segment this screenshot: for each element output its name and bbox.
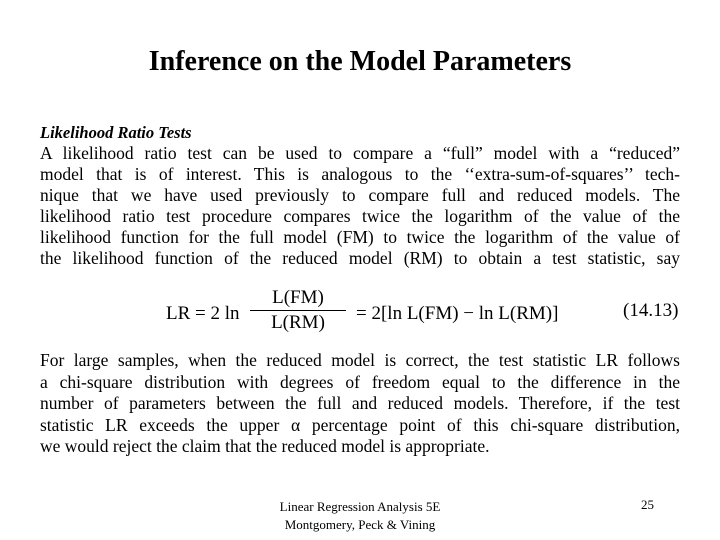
footer-citation: [0, 498, 720, 534]
footer-line-1: Linear Regression Analysis 5E: [279, 499, 441, 514]
paragraph-2-line: statistic LR exceeds the upper α percentage point of this chi-square distribution,: [40, 414, 680, 435]
page-number: 25: [641, 497, 654, 512]
paragraph-2-line: For large samples, when the reduced model is correct, the test statistic LR follows: [40, 350, 680, 370]
equation-number: (14.13): [623, 300, 679, 321]
section-heading: Likelihood Ratio Tests: [40, 123, 192, 142]
equation-lhs: LR = 2 ln: [166, 303, 240, 324]
fraction-bar: [250, 310, 346, 311]
paragraph-2-line: number of parameters between the full and reduced models. Therefore, if the test: [40, 393, 680, 413]
equation-fraction: [246, 287, 350, 334]
paragraph-1-line: A likelihood ratio test can be used to compare a “full” model with a “reduced”: [40, 143, 680, 163]
paragraph-1: [40, 143, 680, 269]
paragraph-1-line: nique that we have used previously to compare full and reduced models. The: [40, 185, 680, 205]
equation-14-13: [40, 283, 680, 345]
paragraph-1-line: the likelihood function of the reduced model (RM) to obtain a test statistic, say: [40, 248, 680, 268]
slide-title: Inference on the Model Parameters: [148, 46, 572, 77]
paragraph-1-line: likelihood ratio test procedure compares twice the logarithm of the value of the: [40, 206, 680, 226]
paragraph-1-line: likelihood function for the full model (FM) to twice the logarithm of the value of: [40, 227, 680, 247]
fraction-denominator: L(RM): [271, 312, 325, 333]
paragraph-2: [40, 350, 680, 458]
paragraph-2-line: a chi-square distribution with degrees of freedom equal to the difference in the: [40, 371, 680, 392]
paragraph-1-line: model that is of interest. This is analogous to the ‘‘extra-sum-of-squares’’ tech-: [40, 164, 680, 184]
paragraph-2-line: we would reject the claim that the reduced model is appropriate.: [40, 436, 490, 456]
equation-rhs: = 2[ln L(FM) − ln L(RM)]: [356, 303, 559, 324]
fraction-numerator: L(FM): [272, 287, 324, 308]
footer-line-2: Montgomery, Peck & Vining: [284, 517, 436, 532]
body-text-block: [40, 122, 680, 269]
body-text-block-2: [40, 350, 680, 458]
